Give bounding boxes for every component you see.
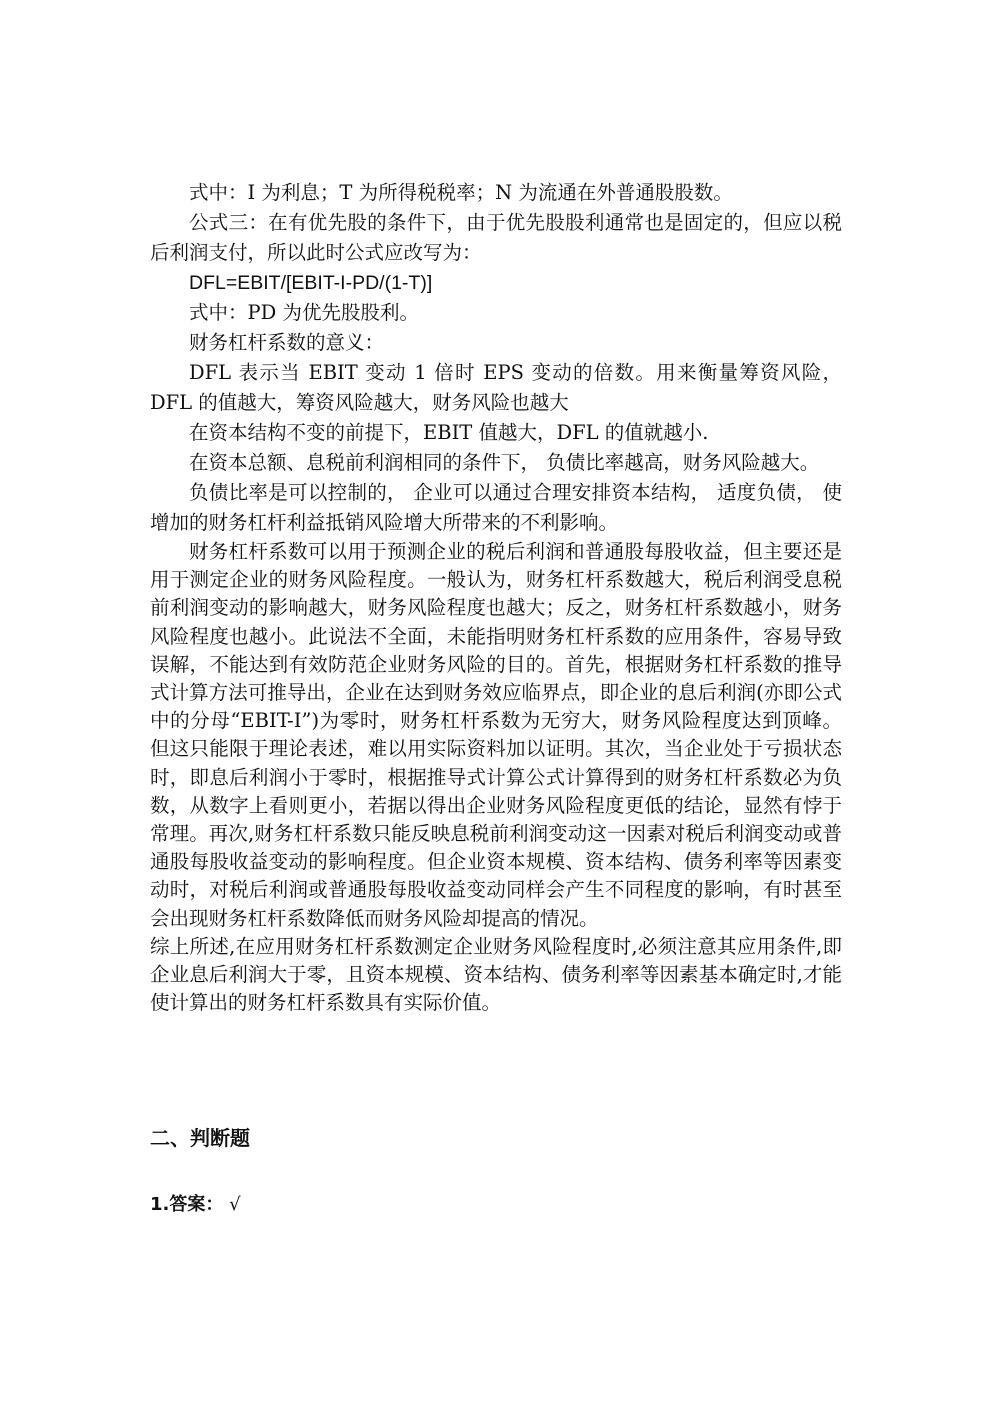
paragraph-debt-ratio: 在资本总额、息税前利润相同的条件下， 负债比率越高，财务风险越大。 [189,451,820,474]
paragraph-pd: 式中：PD 为优先股股利。 [189,301,419,324]
answer-value: √ [229,1194,241,1215]
paragraph-control: 负债比率是可以控制的， 企业可以通过合理安排资本结构， 适度负债， 使增加的财务杠杆利益抵销风险增大所带来的不利影响。 [150,481,842,534]
paragraph-ebit: 在资本结构不变的前提下，EBIT 值越大，DFL 的值就越小. [189,421,709,444]
answer-label: 1.答案： [150,1194,224,1215]
paragraph-meaning-title: 财务杠杆系数的意义： [189,331,385,354]
paragraph-summary: 综上所述,在应用财务杠杆系数测定企业财务风险程度时,必须注意其应用条件,即企业息后利润大于零，且资本规模、资本结构、债务利率等因素基本确定时,才能使计算出的财务杠杆系数具有实际价值。 [150,934,842,1015]
section-heading: 二、判断题 [150,1126,250,1150]
answer-line [150,1190,241,1216]
paragraph-analysis: 财务杠杆系数可以用于预测企业的税后利润和普通股每股收益，但主要还是用于测定企业的财务风险程度。一般认为，财务杠杆系数越大，税后利润受息税前利润变动的影响越大，财务风险程度也越大；反之，财务杠杆系数越小，财务风险程度也越小。此说法不全面，未能指明财务杠杆系数的应用条件，容易导致误解，不能达到有效防范企业财务风险的目的。首先，根据财务杠杆系数的推导式计算方法可推导出，企业在达到财务效应临界点，即企业的息后利润(亦即公式中的分母“EBIT-I”)为零时，财务杠杆系数为无穷大，财务风险程度达到顶峰。但这只能限于理论表述，难以用实际资料加以证明。其次，当企业处于亏损状态时，即息后利润小于零时，根据推导式计算公式计算得到的财务杠杆系数必为负数，从数字上看则更小，若据以得出企业财务风险程度更低的结论，显然有悖于常理。再次,财务杠杆系数只能反映息税前利润变动这一因素对税后利润变动或普通股每股收益变动的影响程度。但企业资本规模、资本结构、债务利率等因素变动时，对税后利润或普通股每股收益变动同样会产生不同程度的影响，有时甚至会出现财务杠杆系数降低而财务风险却提高的情况。 [150,540,842,930]
paragraph-dfl-meaning: DFL 表示当 EBIT 变动 1 倍时 EPS 变动的倍数。用来衡量筹资风险，DFL 的值越大，筹资风险越大，财务风险也越大 [150,361,842,414]
formula-dfl: DFL=EBIT/[EBIT-I-PD/(1-T)] [189,272,433,294]
paragraph-variables: 式中：I 为利息；T 为所得税税率；N 为流通在外普通股股数。 [189,181,733,204]
paragraph-formula-three: 公式三：在有优先股的条件下，由于优先股股利通常也是固定的，但应以税后利润支付，所以此时公式应改写为： [150,211,842,264]
document-body [150,178,842,1017]
